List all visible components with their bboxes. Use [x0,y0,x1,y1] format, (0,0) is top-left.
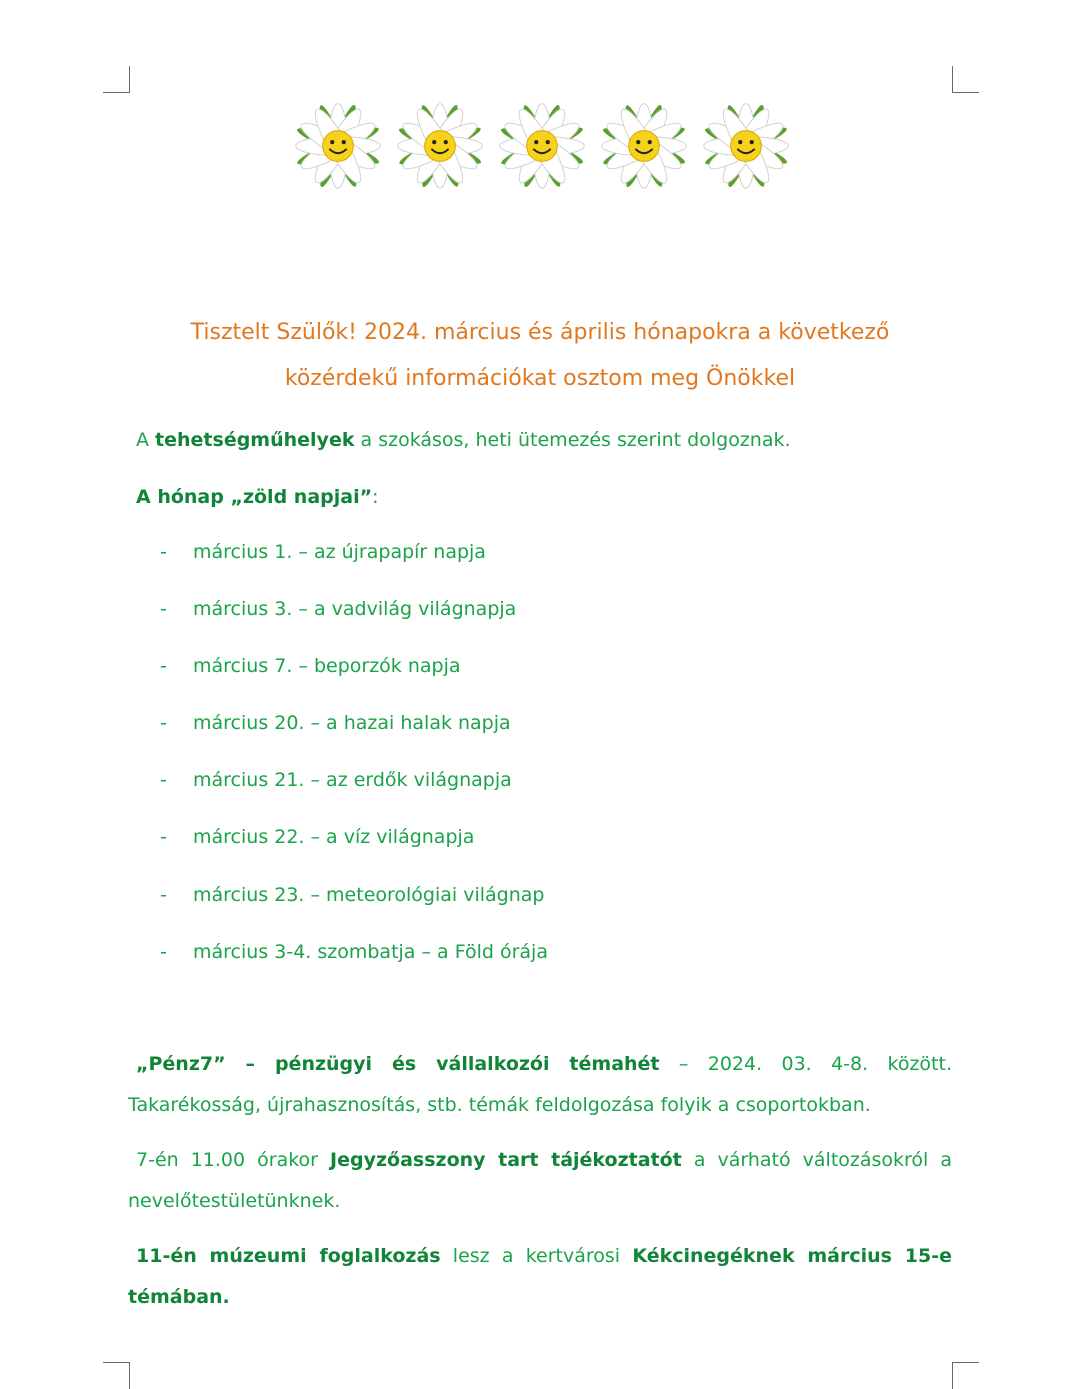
crop-mark-top-right [952,66,979,93]
list-item: - március 1. – az újrapapír napja [160,541,486,563]
flower-decoration [290,98,794,194]
crop-mark-bottom-left [103,1362,130,1389]
page-title [130,310,950,402]
paragraph-money-week: „Pénz7” – pénzügyi és vállalkozói témahét – 2024. 03. 4-8. között. Takarékosság, újrahasznosítás, stb. témák feldolgozása folyik a csoportokban. [128,1053,952,1116]
title-line-1: Tisztelt Szülők! 2024. március és április hónapokra a következő [190,320,890,345]
paragraph-talent-workshops: A tehetségműhelyek a szokásos, heti ütemezés szerint dolgoznak. [136,429,791,451]
smiling-daisy-icon [698,98,794,194]
green-days-list [160,532,860,989]
list-item: - március 22. – a víz világnapja [160,826,475,849]
paragraph-green-days-heading: A hónap „zöld napjai”: [136,486,379,508]
title-line-2: közérdekű információkat osztom meg Önökkel [284,366,796,391]
crop-mark-top-left [103,66,130,93]
smiling-daisy-icon [494,98,590,194]
list-item: - március 3. – a vadvilág világnapja [160,598,517,621]
list-item: - március 23. – meteorológiai világnap [160,883,545,906]
smiling-daisy-icon [392,98,488,194]
smiling-daisy-icon [290,98,386,194]
smiling-daisy-icon [596,98,692,194]
list-item: - március 7. – beporzók napja [160,655,461,678]
list-item: - március 21. – az erdők világnapja [160,769,512,792]
list-item: - március 3-4. szombatja – a Föld órája [160,940,548,963]
paragraph-notary-briefing: 7-én 11.00 órakor Jegyzőasszony tart tájékoztatót a várható változásokról a nevelőtestületünknek. [128,1149,953,1212]
paragraph-museum-session: 11-én múzeumi foglalkozás lesz a kertvárosi Kékcinegéknek március 15-e témában. [128,1245,952,1308]
crop-mark-bottom-right [952,1362,979,1389]
list-item: - március 20. – a hazai halak napja [160,712,511,735]
